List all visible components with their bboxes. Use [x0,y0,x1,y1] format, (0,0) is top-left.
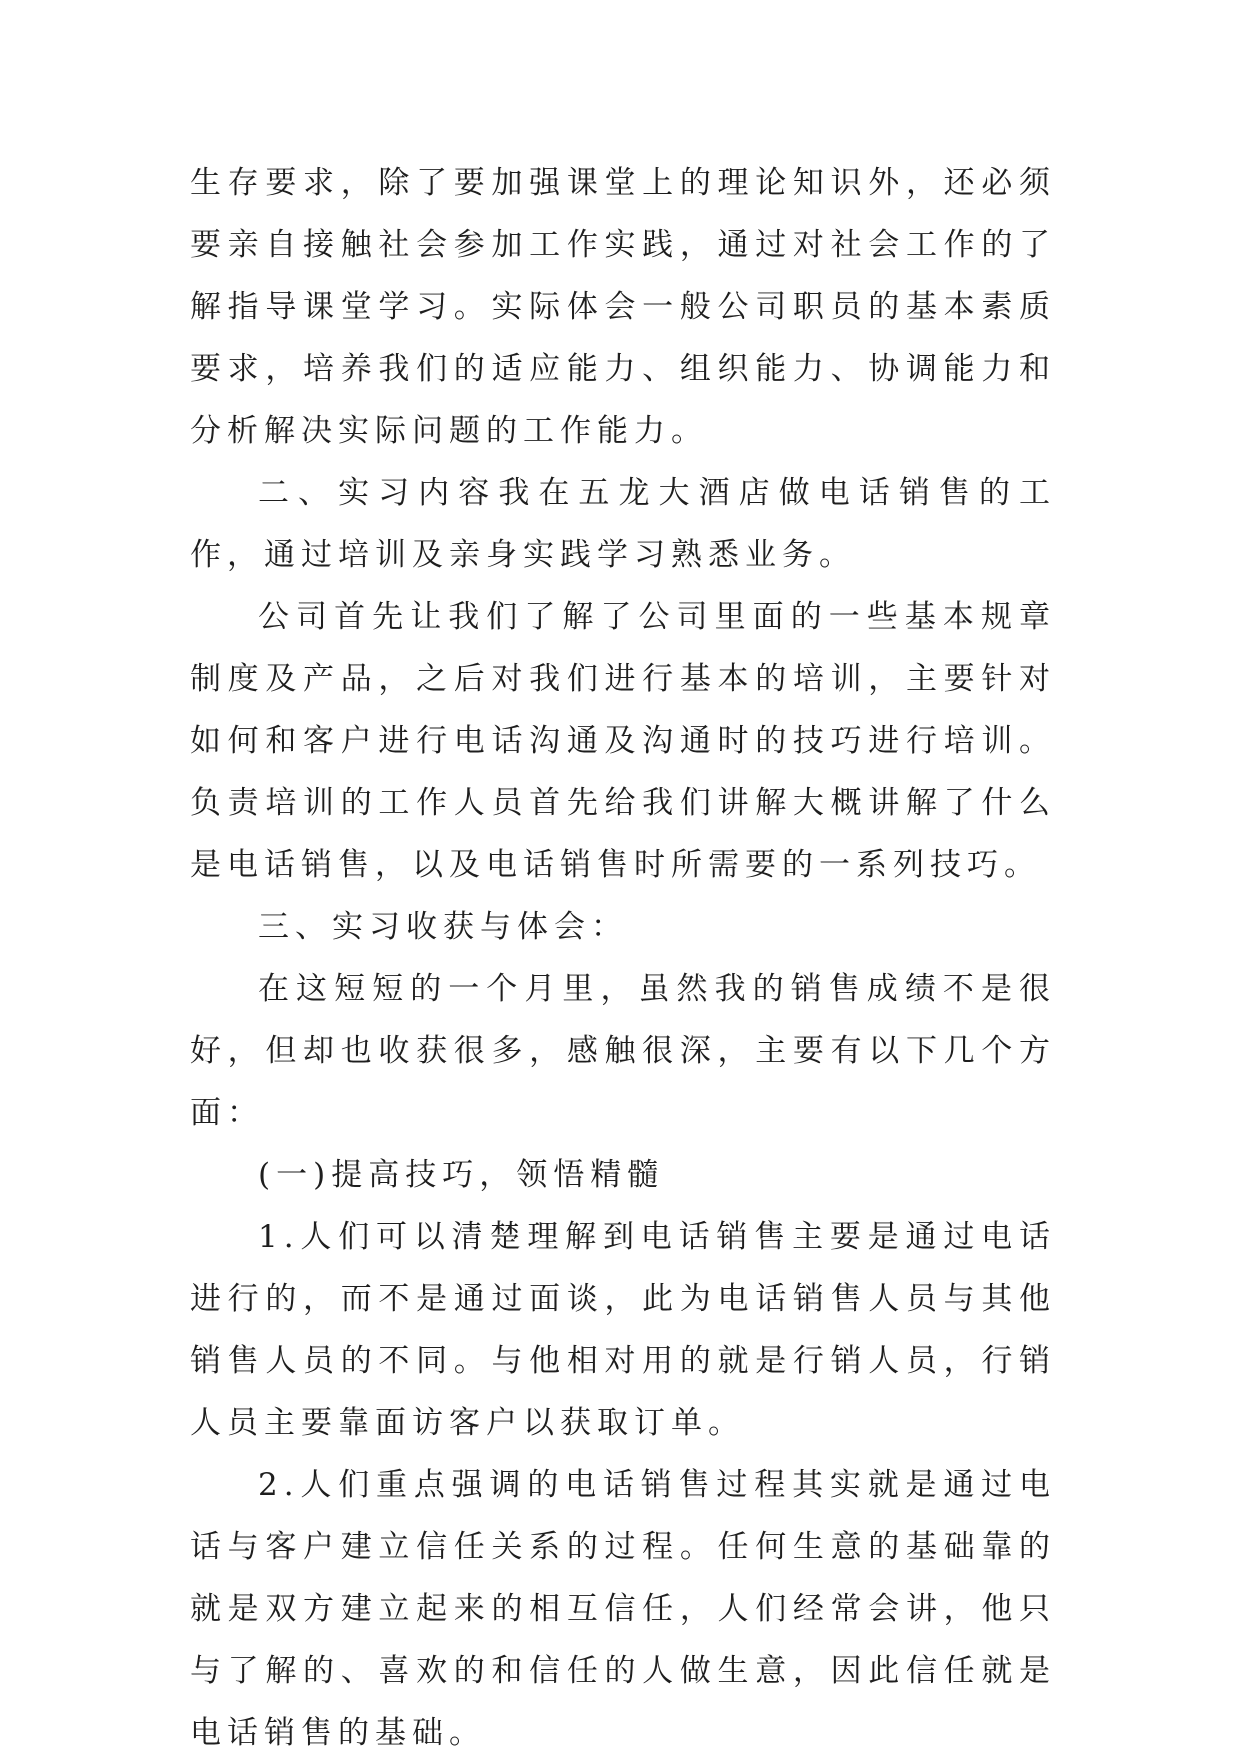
paragraph-1: 生存要求，除了要加强课堂上的理论知识外，还必须要亲自接触社会参加工作实践，通过对社会工作的了解指导课堂学习。实际体会一般公司职员的基本素质要求，培养我们的适应能力、组织能力、协调能力和分析解决实际问题的工作能力。 [190,165,1056,449]
paragraph-8: 2.人们重点强调的电话销售过程其实就是通过电话与客户建立信任关系的过程。任何生意的基础靠的就是双方建立起来的相互信任，人们经常会讲，他只与了解的、喜欢的和信任的人做生意，因此信任就是电话销售的基础。 [190,1467,1056,1751]
paragraph-5: 在这短短的一个月里，虽然我的销售成绩不是很好，但却也收获很多，感触很深，主要有以下几个方面： [190,971,1056,1131]
paragraph-2: 二、实习内容我在五龙大酒店做电话销售的工作，通过培训及亲身实践学习熟悉业务。 [190,475,1056,573]
paragraph-6-subheading: (一)提高技巧，领悟精髓 [258,1157,665,1193]
document-body [190,152,1056,1764]
paragraph-7: 1.人们可以清楚理解到电话销售主要是通过电话进行的，而不是通过面谈，此为电话销售人员与其他销售人员的不同。与他相对用的就是行销人员，行销人员主要靠面访客户以获取订单。 [190,1219,1056,1441]
paragraph-3: 公司首先让我们了解了公司里面的一些基本规章制度及产品，之后对我们进行基本的培训，主要针对如何和客户进行电话沟通及沟通时的技巧进行培训。负责培训的工作人员首先给我们讲解大概讲解了什么是电话销售，以及电话销售时所需要的一系列技巧。 [190,599,1056,883]
paragraph-4-heading: 三、实习收获与体会： [258,909,628,945]
